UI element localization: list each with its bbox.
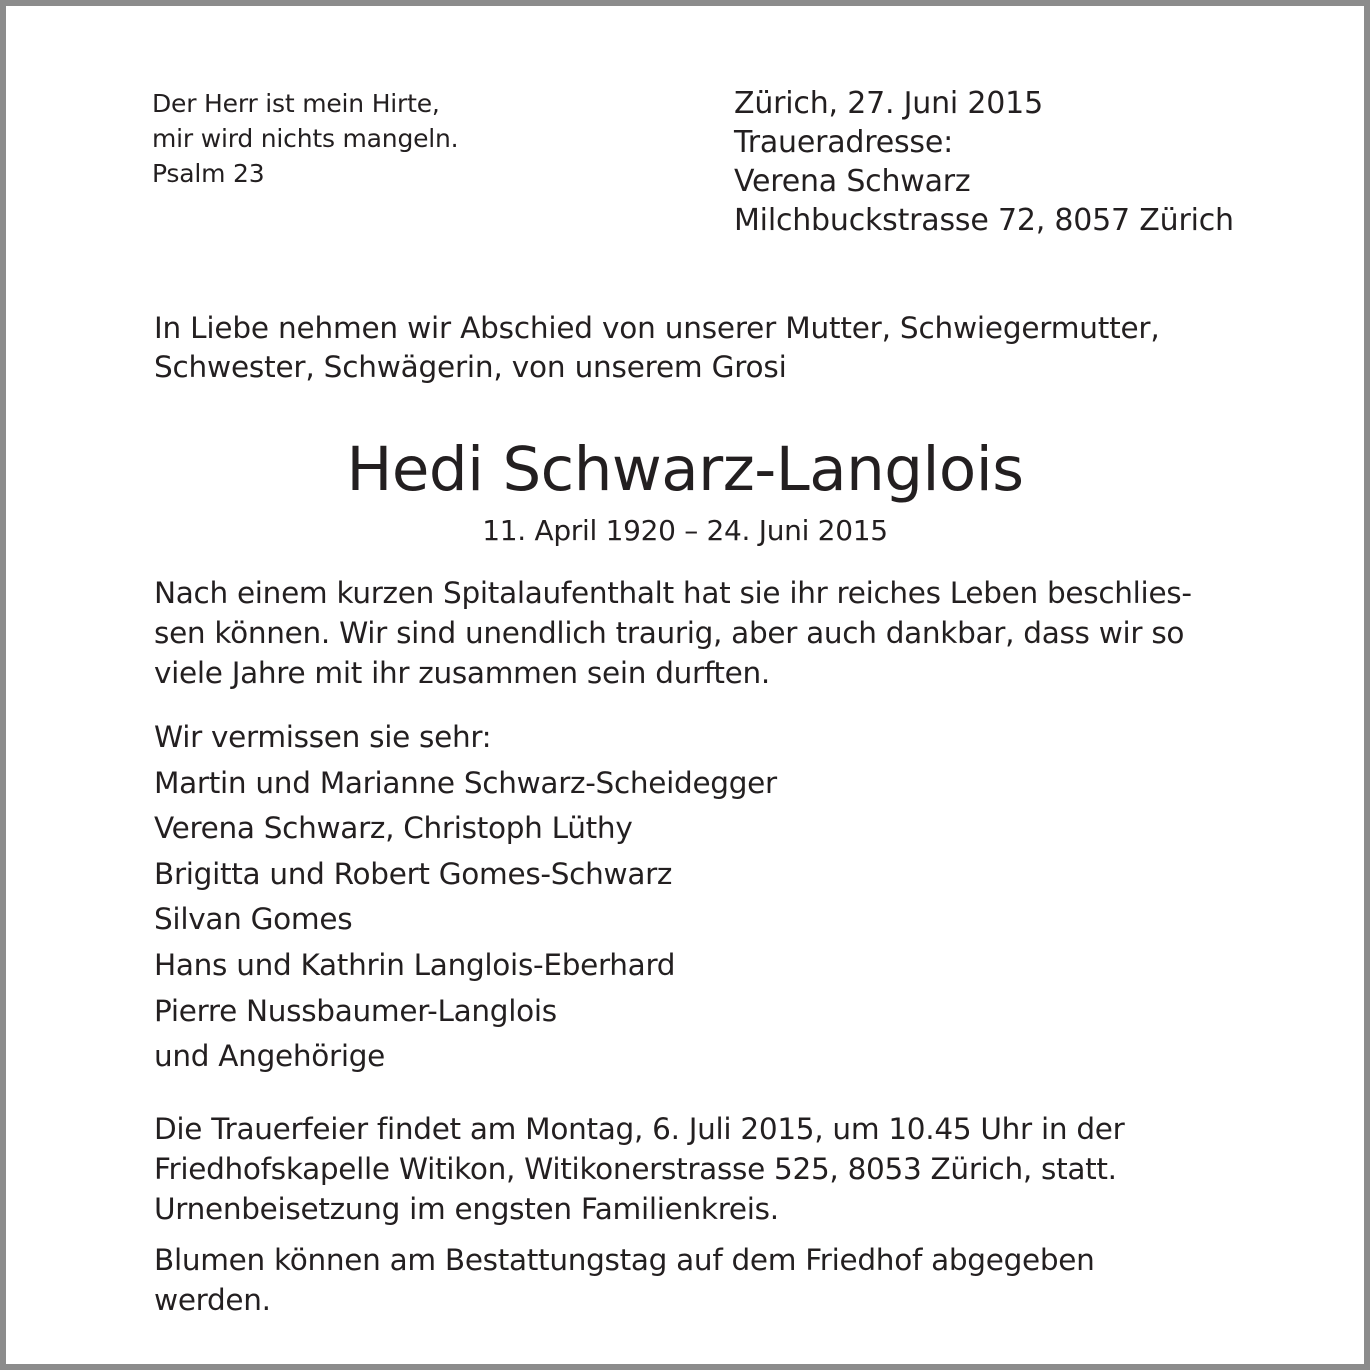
tribute-line: viele Jahre mit ihr zusammen sein durften.: [154, 656, 771, 690]
tribute-text: [154, 573, 1192, 693]
intro-text: [154, 309, 1160, 387]
mourner-name: Brigitta und Robert Gomes-Schwarz: [154, 856, 673, 891]
mourner-name: Verena Schwarz, Christoph Lüthy: [154, 811, 633, 846]
mourner-name: Silvan Gomes: [154, 902, 353, 937]
flowers-note: [154, 1240, 1095, 1320]
mourner-name: Pierre Nussbaumer-Langlois: [154, 993, 557, 1028]
tribute-line: Nach einem kurzen Spitalaufenthalt hat sie ihr reiches Leben beschlies-: [154, 576, 1192, 610]
ceremony-line: Die Trauerfeier findet am Montag, 6. Juli 2015, um 10.45 Uhr in der: [154, 1112, 1125, 1146]
deceased-name: Hedi Schwarz-Langlois: [346, 434, 1024, 505]
motto-source: Psalm 23: [152, 159, 265, 188]
mourning-address-label: Traueradresse:: [734, 125, 954, 160]
mourning-address-street: Milchbuckstrasse 72, 8057 Zürich: [734, 203, 1234, 238]
mourners-list: [154, 715, 777, 1080]
ceremony-line: Friedhofskapelle Witikon, Witikonerstrasse 525, 8053 Zürich, statt.: [154, 1152, 1117, 1186]
life-dates: 11. April 1920 – 24. Juni 2015: [482, 514, 888, 547]
motto-line: Der Herr ist mein Hirte,: [152, 89, 440, 118]
psalm-motto: [152, 86, 458, 191]
mourner-name: Martin und Marianne Schwarz-Scheidegger: [154, 765, 777, 800]
mourner-name: und Angehörige: [154, 1039, 385, 1074]
intro-line: Schwester, Schwägerin, von unserem Grosi: [154, 350, 787, 384]
tribute-line: sen können. Wir sind unendlich traurig, aber auch dankbar, dass wir so: [154, 616, 1185, 650]
mourning-address-name: Verena Schwarz: [734, 164, 971, 199]
mourners-heading: Wir vermissen sie sehr:: [154, 720, 492, 754]
intro-line: In Liebe nehmen wir Abschied von unserer Mutter, Schwiegermutter,: [154, 311, 1160, 345]
ceremony-info: [154, 1109, 1124, 1229]
flowers-line: Blumen können am Bestattungstag auf dem Friedhof abgegeben: [154, 1243, 1095, 1277]
motto-line: mir wird nichts mangeln.: [152, 124, 459, 153]
place-date-address: [734, 84, 1234, 240]
flowers-line: werden.: [154, 1283, 271, 1317]
place-date: Zürich, 27. Juni 2015: [734, 86, 1043, 121]
mourner-name: Hans und Kathrin Langlois-Eberhard: [154, 947, 676, 982]
ceremony-line: Urnenbeisetzung im engsten Familienkreis.: [154, 1192, 779, 1226]
